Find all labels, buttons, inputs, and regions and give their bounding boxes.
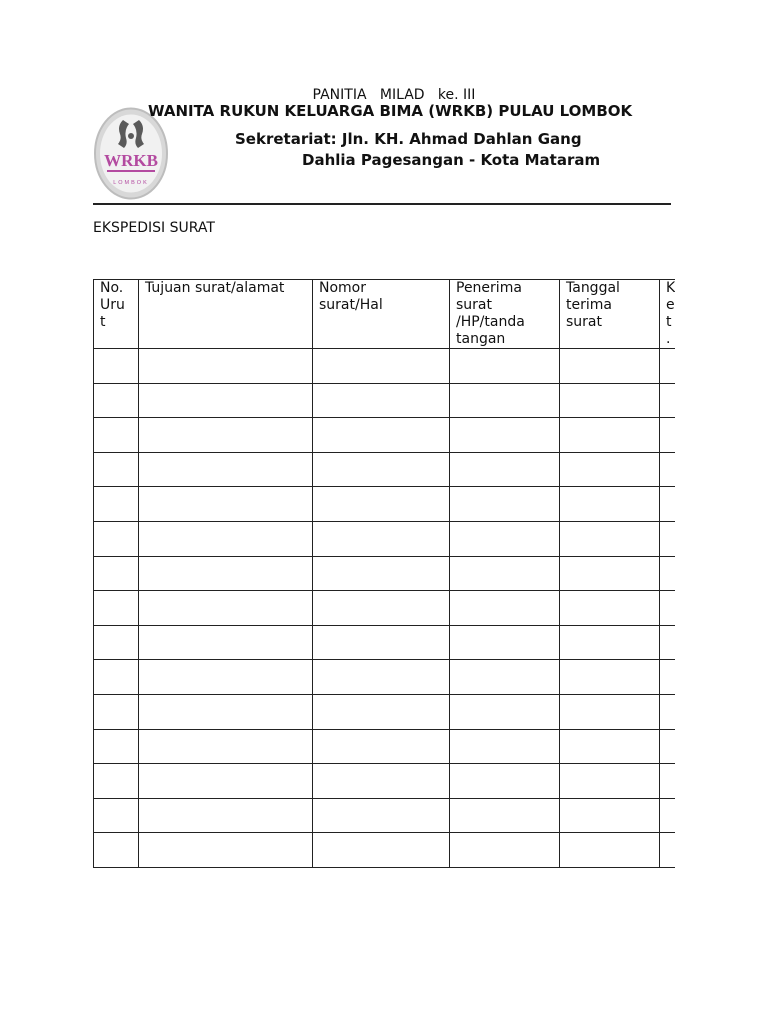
address-line-2: Dahlia Pagesangan - Kota Mataram: [302, 151, 601, 169]
table-cell[interactable]: [560, 349, 660, 384]
table-row: [94, 764, 676, 799]
header-nomor-surat: Nomor surat/Hal: [313, 280, 450, 349]
table-cell[interactable]: [313, 452, 450, 487]
table-cell[interactable]: [139, 383, 313, 418]
table-row: [94, 591, 676, 626]
table-cell[interactable]: [313, 521, 450, 556]
table-cell[interactable]: [450, 591, 560, 626]
table-row: [94, 694, 676, 729]
table-cell[interactable]: [450, 798, 560, 833]
table-cell[interactable]: [139, 798, 313, 833]
table-cell[interactable]: [139, 591, 313, 626]
table-cell[interactable]: [660, 798, 676, 833]
header-ket: K e t .: [660, 280, 676, 349]
table-cell[interactable]: [660, 764, 676, 799]
table-cell[interactable]: [450, 521, 560, 556]
table-cell[interactable]: [139, 556, 313, 591]
table-cell[interactable]: [560, 521, 660, 556]
table-cell[interactable]: [94, 383, 139, 418]
table-cell[interactable]: [313, 729, 450, 764]
table-cell[interactable]: [94, 694, 139, 729]
table-cell[interactable]: [94, 798, 139, 833]
header-penerima: Penerima surat /HP/tanda tangan: [450, 280, 560, 349]
table-row: [94, 625, 676, 660]
table-cell[interactable]: [139, 521, 313, 556]
header-no-urut: No. Uru t: [94, 280, 139, 349]
table-cell[interactable]: [313, 798, 450, 833]
table-body: [94, 349, 676, 868]
table-cell[interactable]: [450, 383, 560, 418]
table-cell[interactable]: [139, 660, 313, 695]
table-cell[interactable]: [450, 418, 560, 453]
table-cell[interactable]: [94, 591, 139, 626]
table-cell[interactable]: [660, 487, 676, 522]
table-cell[interactable]: [94, 556, 139, 591]
address-line-1: Sekretariat: Jln. KH. Ahmad Dahlan Gang: [235, 130, 582, 148]
table-row: [94, 660, 676, 695]
table-row: [94, 798, 676, 833]
table-cell[interactable]: [139, 694, 313, 729]
table-cell[interactable]: [450, 833, 560, 868]
table-cell[interactable]: [94, 349, 139, 384]
table-cell[interactable]: [313, 349, 450, 384]
document-title: EKSPEDISI SURAT: [93, 220, 215, 236]
table-cell[interactable]: [139, 729, 313, 764]
table-cell[interactable]: [660, 833, 676, 868]
logo-region: LOMBOK: [113, 180, 149, 186]
table-cell[interactable]: [560, 452, 660, 487]
table-row: [94, 556, 676, 591]
table-cell[interactable]: [94, 625, 139, 660]
table-cell[interactable]: [660, 521, 676, 556]
table-cell[interactable]: [560, 383, 660, 418]
table-cell[interactable]: [560, 556, 660, 591]
table-cell[interactable]: [139, 418, 313, 453]
table-cell[interactable]: [660, 452, 676, 487]
table-cell[interactable]: [660, 729, 676, 764]
header-divider: [93, 203, 671, 205]
header-tujuan: Tujuan surat/alamat: [139, 280, 313, 349]
table-cell[interactable]: [313, 556, 450, 591]
table-cell[interactable]: [450, 660, 560, 695]
table-cell[interactable]: [313, 660, 450, 695]
table-cell[interactable]: [313, 833, 450, 868]
table-cell[interactable]: [450, 487, 560, 522]
table-cell[interactable]: [94, 833, 139, 868]
table-cell[interactable]: [450, 556, 560, 591]
table-cell[interactable]: [660, 660, 676, 695]
table-cell[interactable]: [313, 694, 450, 729]
table-cell[interactable]: [450, 452, 560, 487]
table-cell[interactable]: [560, 798, 660, 833]
organization-name: WANITA RUKUN KELUARGA BIMA (WRKB) PULAU LOMBOK: [148, 102, 633, 120]
table-cell[interactable]: [313, 625, 450, 660]
table-cell[interactable]: [660, 418, 676, 453]
table-cell[interactable]: [450, 729, 560, 764]
table-cell[interactable]: [313, 487, 450, 522]
table-cell[interactable]: [139, 487, 313, 522]
table-cell[interactable]: [450, 625, 560, 660]
table-cell[interactable]: [94, 487, 139, 522]
table-cell[interactable]: [450, 349, 560, 384]
table-row: [94, 349, 676, 384]
table-cell[interactable]: [94, 660, 139, 695]
table-cell[interactable]: [560, 764, 660, 799]
table-row: [94, 833, 676, 868]
table-header-row: [94, 280, 676, 349]
table-cell[interactable]: [560, 418, 660, 453]
table-cell[interactable]: [313, 418, 450, 453]
table-cell[interactable]: [560, 729, 660, 764]
table-cell[interactable]: [660, 625, 676, 660]
committee-title: PANITIA MILAD ke. III: [312, 87, 476, 103]
table-cell[interactable]: [94, 764, 139, 799]
table-row: [94, 729, 676, 764]
table-cell[interactable]: [94, 452, 139, 487]
table-cell[interactable]: [139, 764, 313, 799]
table-cell[interactable]: [560, 660, 660, 695]
header-tanggal: Tanggal terima surat: [560, 280, 660, 349]
table-cell[interactable]: [560, 487, 660, 522]
table-cell[interactable]: [660, 383, 676, 418]
table-cell[interactable]: [660, 556, 676, 591]
table-cell[interactable]: [450, 764, 560, 799]
table-cell[interactable]: [560, 833, 660, 868]
table-cell[interactable]: [450, 694, 560, 729]
table-row: [94, 487, 676, 522]
table-cell[interactable]: [94, 729, 139, 764]
table-cell[interactable]: [560, 694, 660, 729]
table-row: [94, 521, 676, 556]
table-row: [94, 452, 676, 487]
table-row: [94, 418, 676, 453]
table-cell[interactable]: [660, 349, 676, 384]
table-cell[interactable]: [313, 764, 450, 799]
table-cell[interactable]: [94, 418, 139, 453]
table-cell[interactable]: [94, 521, 139, 556]
table-row: [94, 383, 676, 418]
table-cell[interactable]: [139, 349, 313, 384]
table-cell[interactable]: [139, 625, 313, 660]
table-cell[interactable]: [139, 452, 313, 487]
expedition-table: [93, 279, 675, 868]
table-cell[interactable]: [660, 694, 676, 729]
table-cell[interactable]: [313, 383, 450, 418]
table-cell[interactable]: [660, 591, 676, 626]
table-cell[interactable]: [560, 625, 660, 660]
wrkb-logo: [93, 106, 169, 201]
table-cell[interactable]: [139, 833, 313, 868]
expedition-table-container: [93, 279, 675, 869]
table-cell[interactable]: [560, 591, 660, 626]
table-cell[interactable]: [313, 591, 450, 626]
logo-title: WRKB: [104, 151, 158, 170]
